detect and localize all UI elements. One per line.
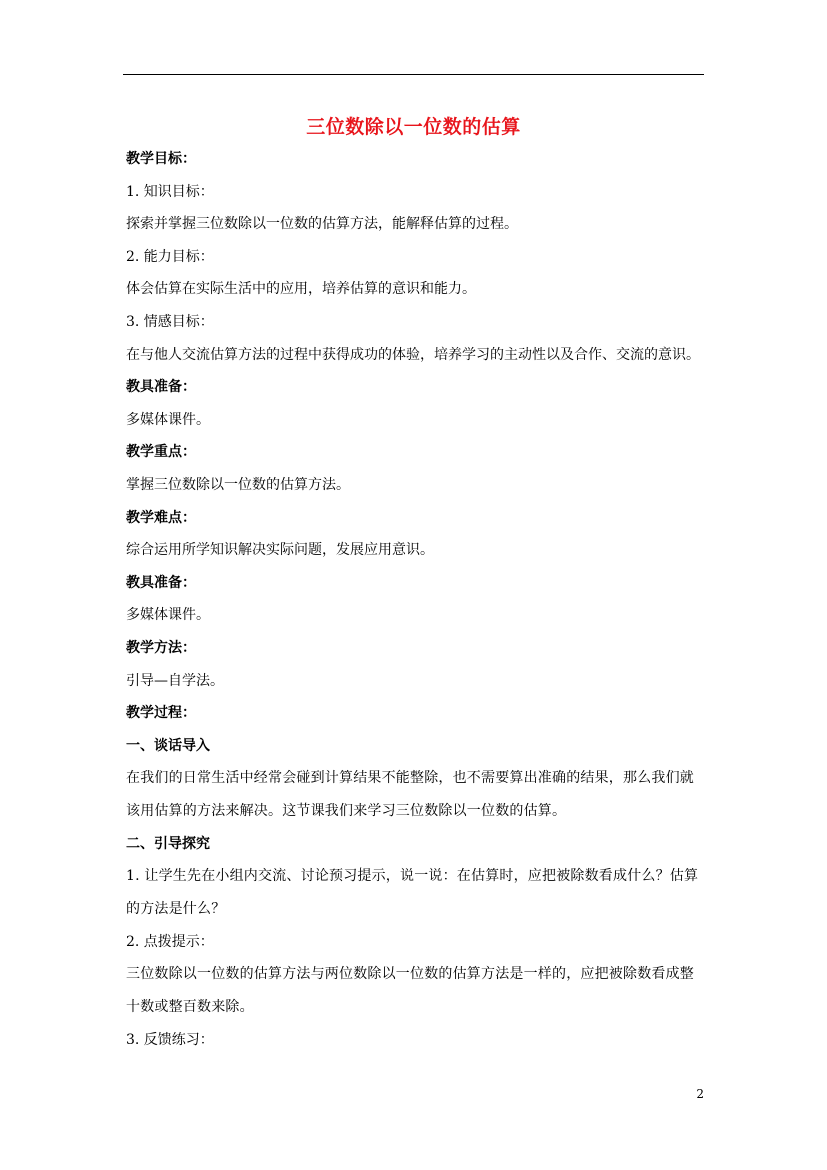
body-line: 体会估算在实际生活中的应用，培养估算的意识和能力。 — [126, 281, 476, 298]
page-number: 2 — [696, 1087, 704, 1101]
document-body — [126, 148, 708, 1062]
section-heading: 教学过程： — [126, 705, 196, 722]
body-paragraph: 三位数除以一位数的估算方法与两位数除以一位数的估算方法是一样的，应把被除数看成整十数或整百数来除。 — [126, 965, 694, 1015]
body-line: 在与他人交流估算方法的过程中获得成功的体验，培养学习的主动性以及合作、交流的意识。 — [126, 346, 700, 363]
body-line: 多媒体课件。 — [126, 411, 210, 428]
header-rule — [123, 74, 704, 75]
body-line: 引导—自学法。 — [126, 672, 224, 689]
body-line: 1. 知识目标： — [126, 183, 214, 200]
section-heading: 一、谈话导入 — [126, 737, 210, 754]
body-line: 探索并掌握三位数除以一位数的估算方法，能解释估算的过程。 — [126, 216, 518, 233]
body-line: 掌握三位数除以一位数的估算方法。 — [126, 476, 350, 493]
document-title: 三位数除以一位数的估算 — [306, 116, 521, 138]
section-heading: 教具准备： — [126, 574, 196, 591]
body-line: 3. 情感目标： — [126, 313, 214, 330]
section-heading: 教学重点： — [126, 444, 196, 461]
section-heading: 教学难点： — [126, 509, 196, 526]
section-heading: 二、引导探究 — [126, 835, 210, 852]
body-line: 综合运用所学知识解决实际问题，发展应用意识。 — [126, 542, 434, 559]
body-paragraph: 1. 让学生先在小组内交流、讨论预习提示，说一说：在估算时，应把被除数看成什么？估算的方法是什么？ — [126, 867, 699, 917]
body-line: 2. 点拨提示： — [126, 933, 214, 950]
section-heading: 教具准备： — [126, 379, 196, 396]
body-line: 多媒体课件。 — [126, 607, 210, 624]
body-line: 2. 能力目标： — [126, 248, 214, 265]
section-heading: 教学方法： — [126, 639, 196, 656]
body-line: 3. 反馈练习： — [126, 1031, 214, 1048]
section-heading: 教学目标： — [126, 151, 196, 167]
body-paragraph: 在我们的日常生活中经常会碰到计算结果不能整除，也不需要算出准确的结果，那么我们就该用估算的方法来解决。这节课我们来学习三位数除以一位数的估算。 — [126, 769, 694, 819]
